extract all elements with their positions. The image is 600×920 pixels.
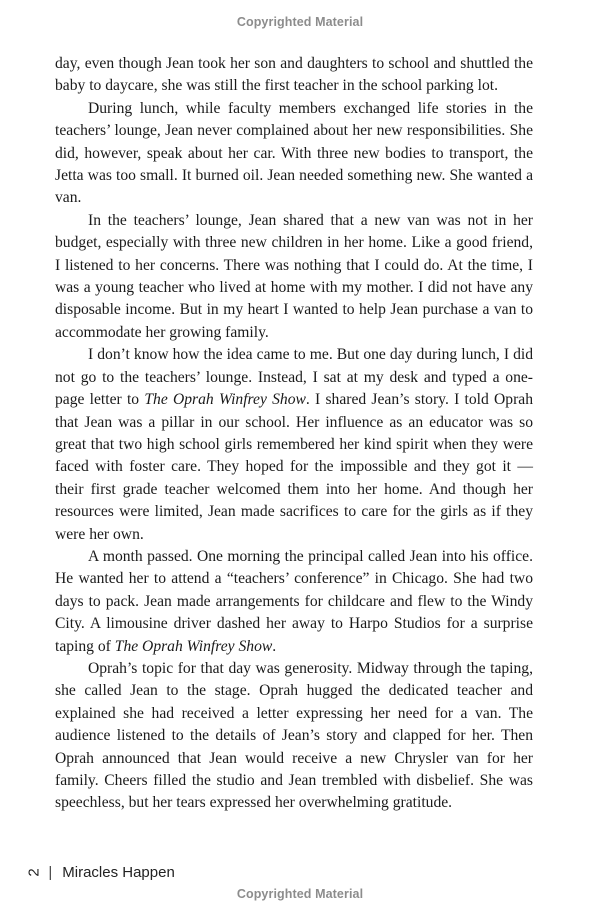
paragraph-text: Oprah’s topic for that day was generosity. Midway through the taping, she called Jean to the stage. Oprah hugged the dedicated teacher and explained she had received a letter expressing her need for a van. The audience listened to the details of Jean’s story and clapped for her. Then Oprah announced that Jean would receive a new Chrysler van for her family. Cheers filled the studio and Jean trembled with disbelief. She was speechless, but her tears expressed her overwhelming gratitude. [55, 659, 533, 812]
paragraph-text: During lunch, while faculty members exchanged life stories in the teachers’ lounge, Jean never complained about her new responsibilities. She did, however, speak about her car. With three new bodies to transport, the Jetta was too small. It burned oil. Jean needed something new. She wanted a van. [55, 99, 533, 207]
copyright-watermark-top: Copyrighted Material [236, 15, 364, 29]
paragraph-text: day, even though Jean took her son and daughters to school and shuttled the baby to daycare, she was still the first teacher in the school parking lot. [55, 55, 533, 95]
copyright-watermark-bottom: Copyrighted Material [236, 887, 364, 901]
paragraph-text: A month passed. One morning the principal called Jean into his office. He wanted her to attend a “teachers’ conference” in Chicago. She had two days to pack. Jean made arrangements for childcare and flew to the Windy City. A limousine driver dashed her away to Harpo Studios for a surprise taping of [55, 547, 533, 655]
paragraph-text: . [272, 637, 277, 655]
page-number: 2 [25, 868, 43, 877]
paragraph [55, 53, 533, 98]
paragraph-text: I don’t know how the idea came to me. But one day during lunch, I did not go to the teachers’ lounge. Instead, I sat at my desk and typed a one-page letter to [55, 346, 533, 409]
paragraph [55, 344, 533, 546]
book-title: Miracles Happen [62, 864, 175, 881]
page-footer [25, 864, 175, 881]
footer-separator: | [48, 864, 53, 881]
paragraph [55, 98, 533, 210]
body-text [55, 53, 533, 815]
paragraph [55, 210, 533, 344]
italic-title-text: The Oprah Winfrey Show [114, 637, 273, 655]
paragraph-text: In the teachers’ lounge, Jean shared that a new van was not in her budget, especially with three new children in her home. Like a good friend, I listened to her concerns. There was nothing that I could do. At the time, I was a young teacher who lived at home with my mother. I did not have any disposable income. But in my heart I wanted to help Jean purchase a van to accommodate her growing family. [55, 211, 533, 341]
paragraph [55, 546, 533, 658]
paragraph [55, 658, 533, 815]
italic-title-text: The Oprah Winfrey Show [144, 391, 306, 409]
paragraph-text: . I shared Jean’s story. I told Oprah that Jean was a pillar in our school. Her influence as an educator was so great that two high school girls remembered her kind spirit when they were faced with foster care. They hoped for the impossible and they got it — their first grade teacher welcomed them into her home. And though her resources were limited, Jean made sacrifices to care for the girls as if they were her own. [55, 391, 534, 543]
